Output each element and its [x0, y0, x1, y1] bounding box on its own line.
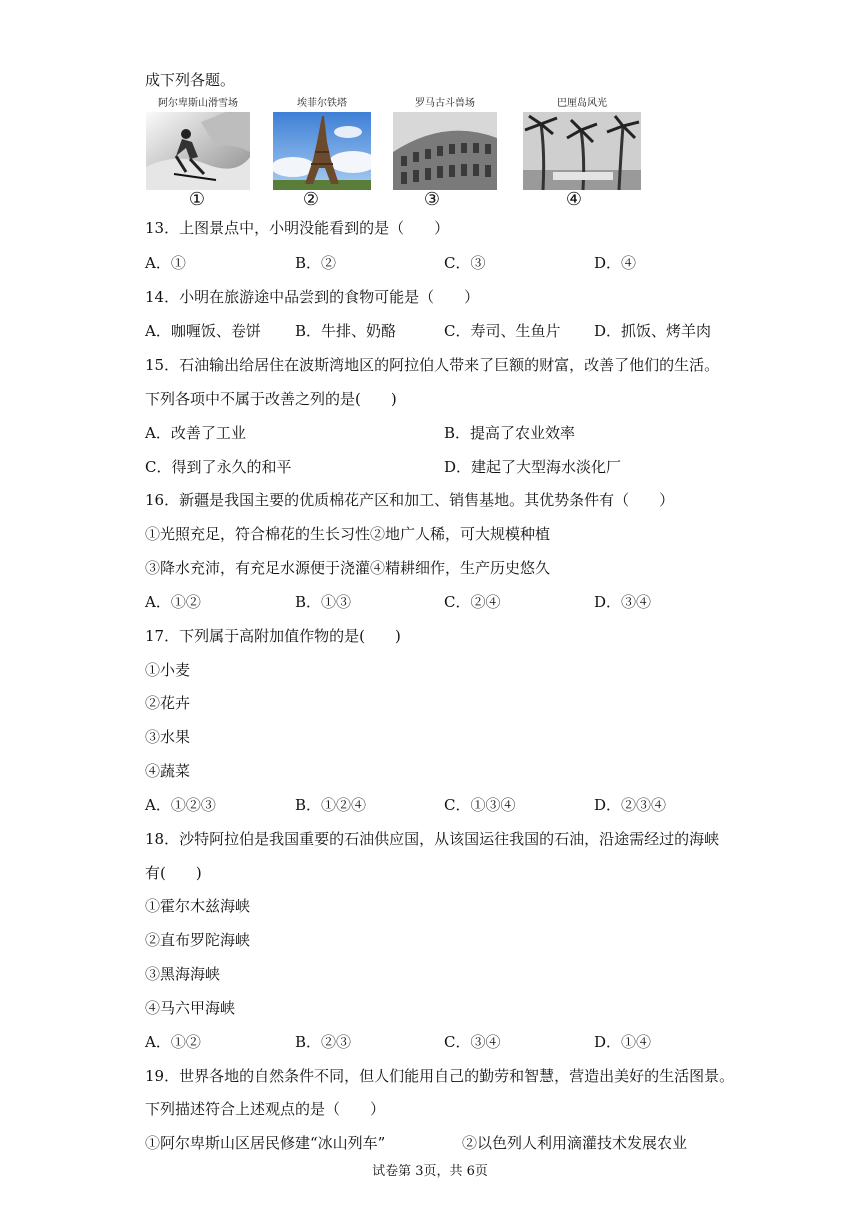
question-16-item: ③降水充沛，有充足水源便于浇灌④精耕细作，生产历史悠久: [145, 559, 551, 577]
question-14-stem: 14．小明在旅游途中品尝到的食物可能是（ ）: [145, 288, 480, 306]
option-b: B．提高了农业效率: [444, 424, 576, 442]
intro-text: 成下列各题。: [145, 71, 236, 89]
question-17-item: ④蔬菜: [145, 762, 191, 780]
question-15-stem: 15．石油输出给居住在波斯湾地区的阿拉伯人带来了巨额的财富，改善了他们的生活。: [145, 356, 720, 374]
question-15-stem-cont: 下列各项中不属于改善之列的是( ): [145, 390, 397, 408]
option-b: B．①②④: [295, 796, 367, 814]
option-d: D．③④: [594, 593, 652, 611]
question-19-item: ①阿尔卑斯山区居民修建“冰山列车”: [145, 1134, 386, 1152]
question-18-item: ②直布罗陀海峡: [145, 931, 251, 949]
question-17-item: ①小麦: [145, 661, 191, 679]
question-18-item: ③黑海海峡: [145, 965, 221, 983]
option-d: D．建起了大型海水淡化厂: [444, 458, 622, 476]
option-b: B．牛排、奶酪: [295, 322, 397, 340]
photo-number: ②: [302, 189, 320, 210]
photo-title: 巴厘岛风光: [557, 98, 607, 109]
option-a: A．①②③: [145, 796, 216, 814]
option-d: D．②③④: [594, 796, 667, 814]
question-17-item: ③水果: [145, 728, 191, 746]
photo-number: ③: [423, 189, 441, 210]
skier-photo-icon: [146, 112, 250, 190]
option-c: C．①③④: [444, 796, 516, 814]
option-a: A．①②: [145, 593, 201, 611]
option-a: A．①: [145, 254, 186, 272]
page-footer: 试卷第 3页，共 6页: [372, 1164, 488, 1179]
photo-eiffel: [273, 98, 371, 190]
photo-title: 埃菲尔铁塔: [297, 98, 347, 109]
photo-title: 罗马古斗兽场: [415, 98, 475, 109]
option-a: A．①②: [145, 1033, 201, 1051]
option-c: C．③: [444, 254, 486, 272]
photo-number: ④: [565, 189, 583, 210]
photo-bali: [523, 98, 641, 190]
option-c: C．寿司、生鱼片: [444, 322, 561, 340]
photo-title: 阿尔卑斯山滑雪场: [158, 98, 238, 109]
option-b: B．②③: [295, 1033, 352, 1051]
photo-colosseum: [393, 98, 497, 190]
question-19-stem: 19．世界各地的自然条件不同，但人们能用自己的勤劳和智慧，营造出美好的生活图景。: [145, 1067, 735, 1085]
photo-alps: [146, 98, 250, 190]
question-18-stem-cont: 有( ): [145, 864, 202, 882]
question-19-item: ②以色列人利用滴灌技术发展农业: [462, 1134, 688, 1152]
colosseum-photo-icon: [393, 112, 497, 190]
option-d: D．抓饭、烤羊肉: [594, 322, 712, 340]
eiffel-tower-photo-icon: [273, 112, 371, 190]
question-17-item: ②花卉: [145, 694, 191, 712]
option-c: C．得到了永久的和平: [145, 458, 292, 476]
option-a: A．改善了工业: [145, 424, 246, 442]
option-d: D．①④: [594, 1033, 652, 1051]
option-c: C．③④: [444, 1033, 501, 1051]
question-16-item: ①光照充足，符合棉花的生长习性②地广人稀，可大规模种植: [145, 525, 551, 543]
question-18-item: ①霍尔木兹海峡: [145, 897, 251, 915]
question-19-stem-cont: 下列描述符合上述观点的是（ ）: [145, 1100, 386, 1118]
option-b: B．①③: [295, 593, 352, 611]
question-16-stem: 16．新疆是我国主要的优质棉花产区和加工、销售基地。其优势条件有（ ）: [145, 491, 675, 509]
photo-number: ①: [188, 189, 206, 210]
option-b: B．②: [295, 254, 337, 272]
option-d: D．④: [594, 254, 637, 272]
option-a: A．咖喱饭、卷饼: [145, 322, 261, 340]
question-17-stem: 17．下列属于高附加值作物的是( ): [145, 627, 401, 645]
question-18-item: ④马六甲海峡: [145, 999, 236, 1017]
question-13-stem: 13．上图景点中，小明没能看到的是（ ）: [145, 219, 450, 237]
question-18-stem: 18．沙特阿拉伯是我国重要的石油供应国，从该国运往我国的石油，沿途需经过的海峡: [145, 830, 720, 848]
bali-palms-photo-icon: [523, 112, 641, 190]
option-c: C．②④: [444, 593, 501, 611]
